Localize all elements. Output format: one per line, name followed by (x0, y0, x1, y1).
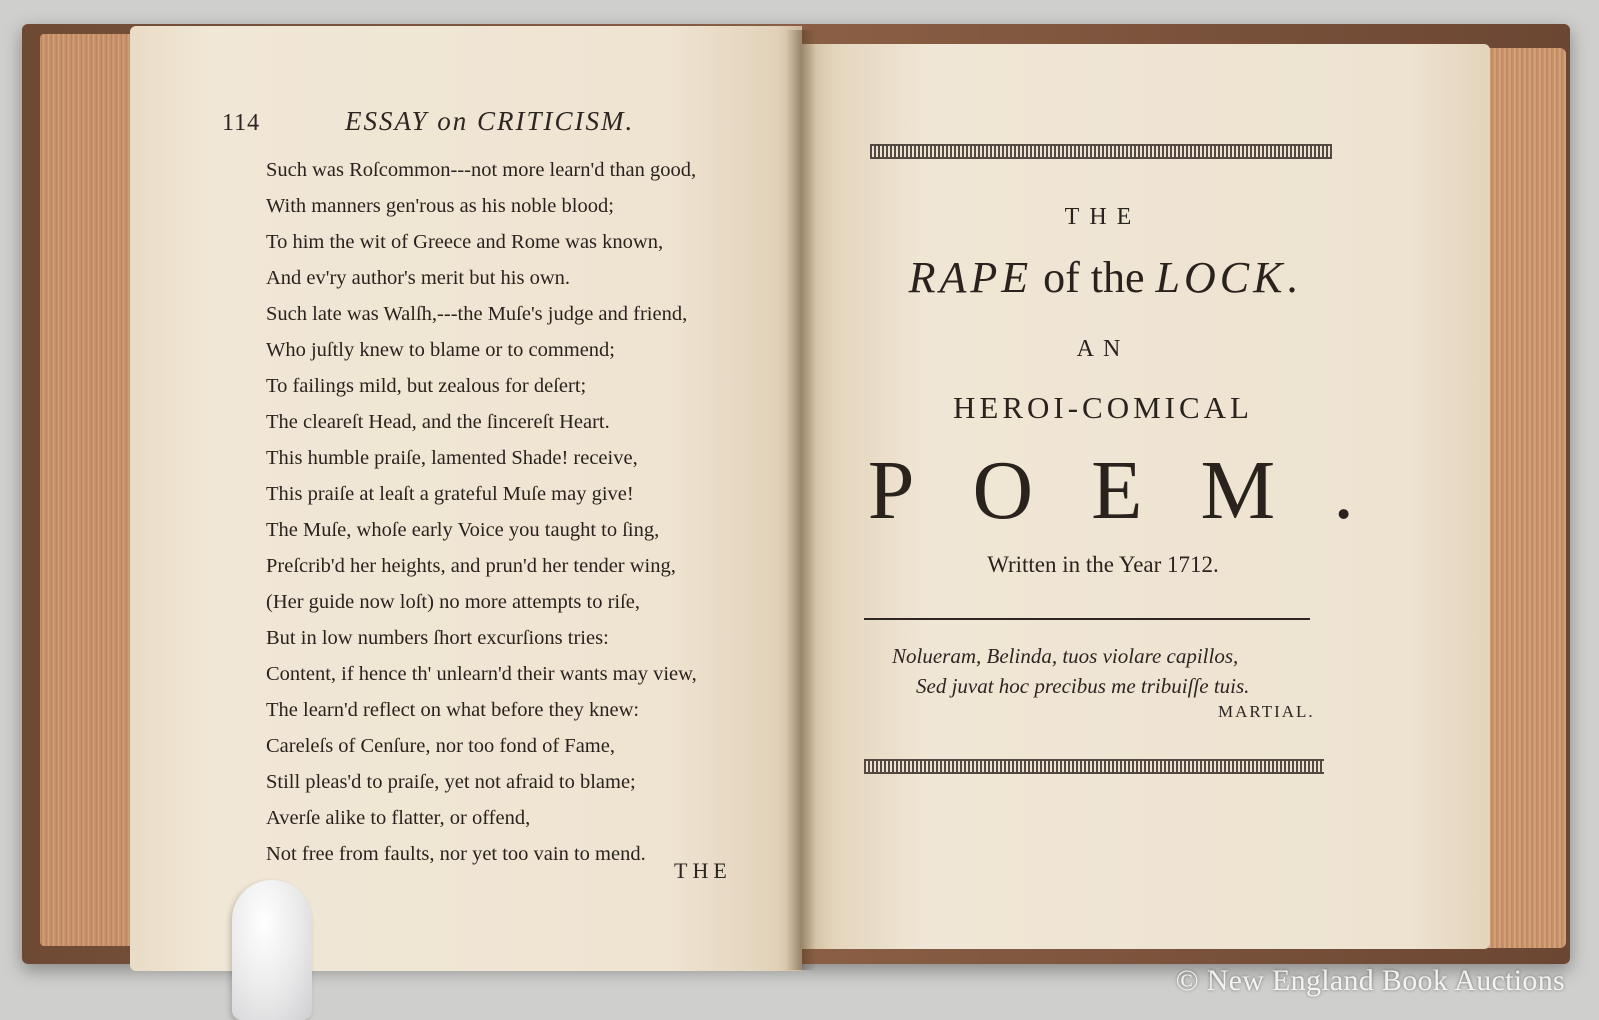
title-the: THE (1064, 204, 1142, 230)
right-page-edges (1478, 48, 1566, 948)
left-page (130, 26, 802, 971)
verse-line: Content, if hence th' unlearn'd their wants may view, (266, 663, 697, 685)
ornament-border-top (870, 144, 1332, 159)
gloved-finger (232, 880, 312, 1020)
title-of-the: of the (1032, 253, 1156, 302)
epigraph-line-1: Nolueram, Belinda, tuos violare capillos, (892, 644, 1239, 668)
verse-line: Preſcrib'd her heights, and prun'd her tender wing, (266, 555, 676, 577)
verse-line: To him the wit of Greece and Rome was known, (266, 231, 664, 253)
verse-line: The cleareſt Head, and the ſincereſt Heart. (266, 411, 610, 433)
verse-line: Not free from faults, nor yet too vain to mend. (266, 843, 646, 865)
verse-line: Who juſtly knew to blame or to commend; (266, 339, 616, 361)
title-period: . (1286, 253, 1298, 302)
running-title: ESSAY on CRITICISM. (345, 106, 635, 136)
page-number: 114 (222, 110, 261, 136)
title-main (800, 252, 1406, 303)
verse-line: Still pleas'd to praiſe, yet not afraid to blame; (266, 771, 636, 793)
right-page (800, 44, 1490, 949)
verse-line: With manners gen'rous as his noble blood; (266, 195, 614, 217)
verse-line: Such late was Walſh,---the Muſe's judge and friend, (266, 303, 688, 325)
verse-line: But in low numbers ſhort excurſions tries: (266, 627, 609, 649)
title-rule (864, 618, 1310, 620)
catchword: THE (674, 858, 732, 883)
book-gutter (786, 30, 816, 970)
title-heroi-comical: HEROI-COMICAL (953, 390, 1253, 425)
title-an: AN (1076, 336, 1130, 362)
epigraph-attribution: MARTIAL. (1218, 702, 1315, 721)
verse-line: To failings mild, but zealous for deſert; (266, 375, 587, 397)
title-lock: LOCK (1155, 253, 1287, 302)
verse-line: Careleſs of Cenſure, nor too fond of Fame, (266, 735, 615, 757)
verse-line: This praiſe at leaſt a grateful Muſe may give! (266, 483, 634, 505)
epigraph-line-2: Sed juvat hoc precibus me tribuiſſe tuis. (916, 674, 1250, 698)
verse-line: (Her guide now loſt) no more attempts to riſe, (266, 591, 641, 613)
verse-line: Averſe alike to flatter, or offend, (266, 807, 531, 829)
title-poem: POEM. (867, 444, 1413, 537)
ornament-border-bottom (864, 759, 1324, 774)
verse-line: The learn'd reflect on what before they knew: (266, 699, 640, 721)
watermark: © New England Book Auctions (1175, 964, 1565, 997)
verse-line: And ev'ry author's merit but his own. (266, 267, 571, 289)
title-rape: RAPE (908, 253, 1033, 302)
verse-block (266, 152, 766, 872)
left-page-edges (40, 34, 136, 946)
title-written: Written in the Year 1712. (987, 552, 1219, 577)
verse-line: Such was Roſcommon---not more learn'd than good, (266, 159, 697, 181)
running-head (130, 100, 802, 140)
verse-line: The Muſe, whoſe early Voice you taught to ſing, (266, 519, 660, 541)
verse-line: This humble praiſe, lamented Shade! receive, (266, 447, 638, 469)
